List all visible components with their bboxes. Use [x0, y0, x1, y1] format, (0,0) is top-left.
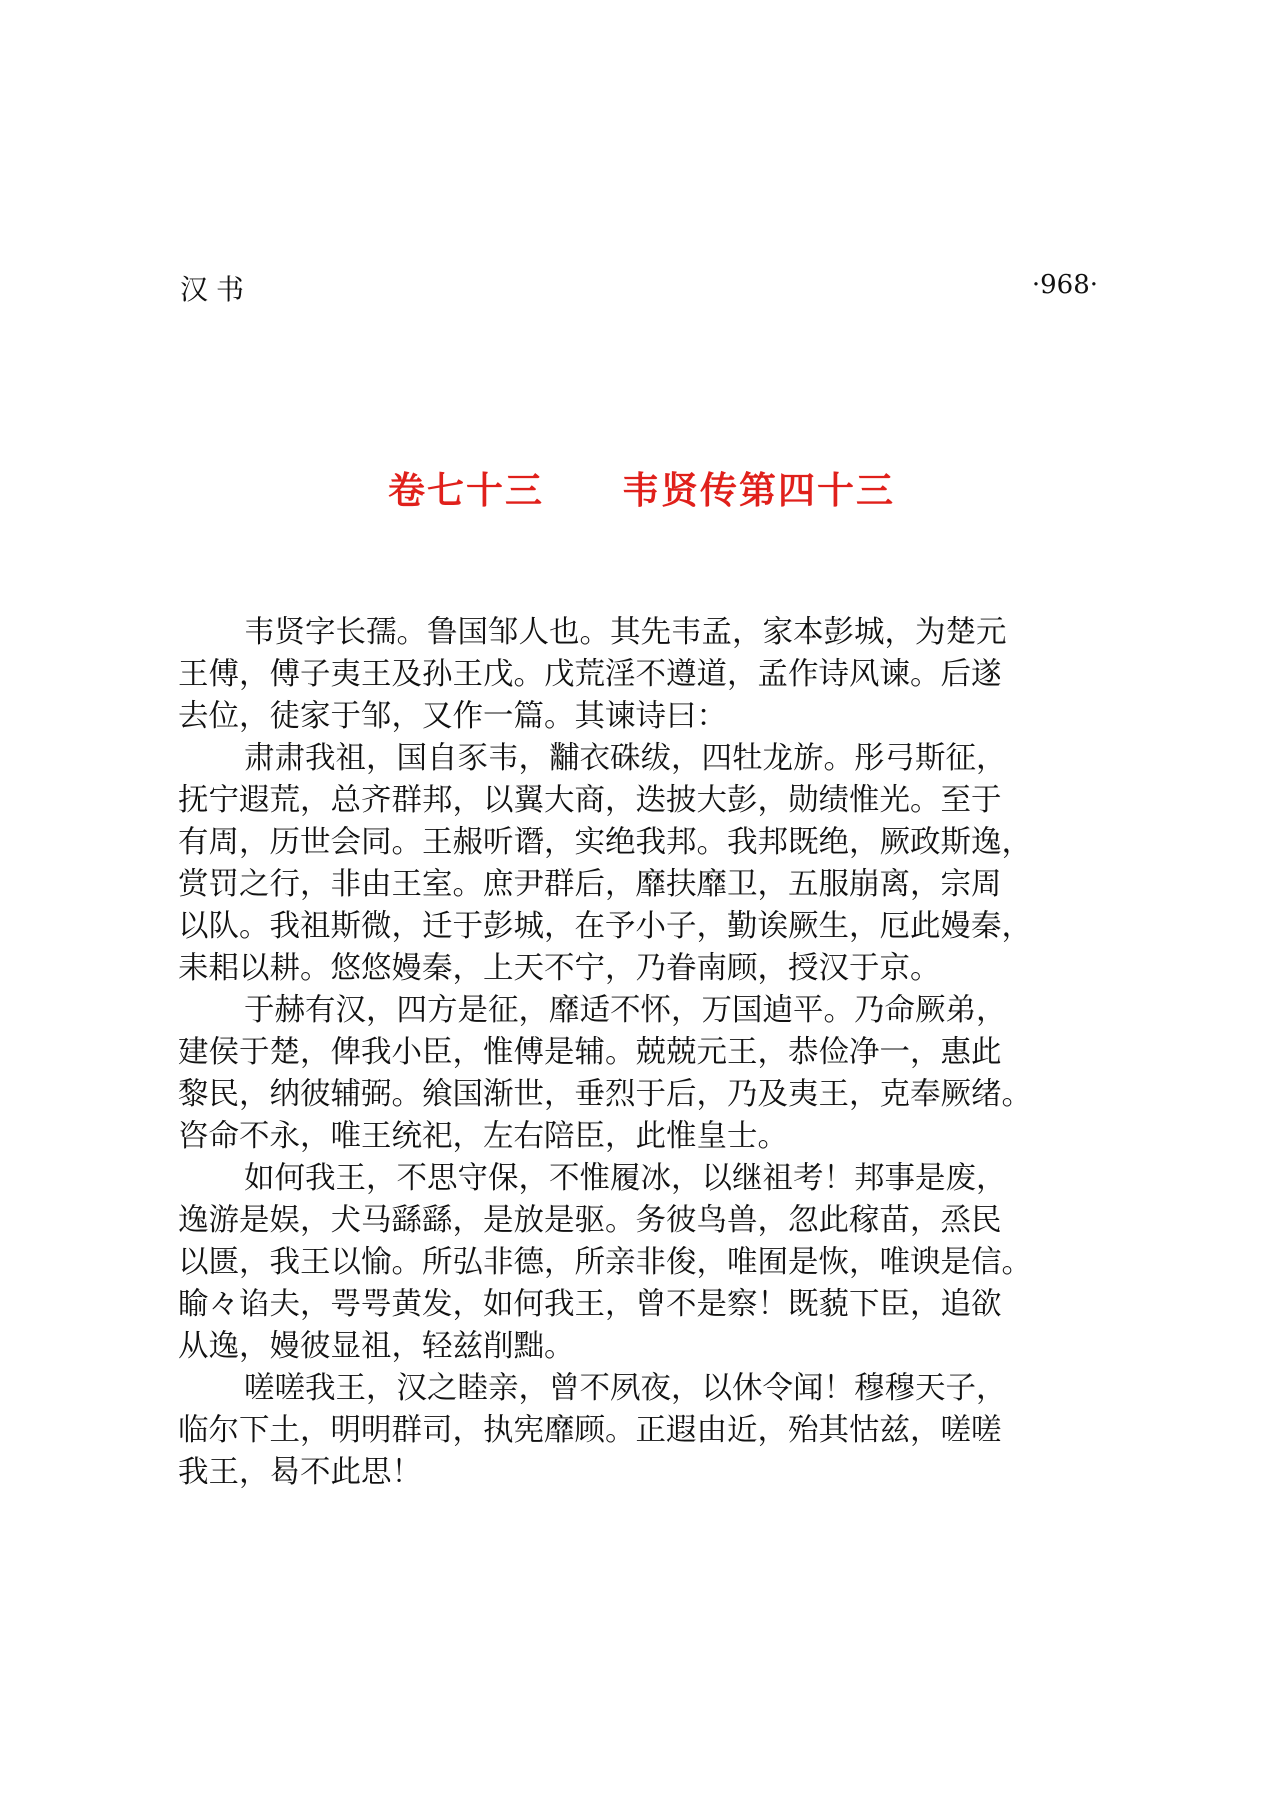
page-number: ·968·: [1031, 270, 1098, 300]
text-line: 咨命不永，唯王统祀，左右陪臣，此惟皇士。: [178, 1119, 788, 1154]
text-line: 嗟嗟我王，汉之睦亲，曾不夙夜，以休令闻！穆穆天子，: [244, 1371, 1007, 1406]
text-line: 临尔下土，明明群司，执宪靡顾。正遐由近，殆其怙兹，嗟嗟: [178, 1413, 1002, 1448]
body-text: [178, 612, 1123, 1494]
text-line: 黎民，纳彼辅弼。飨国渐世，垂烈于后，乃及夷王，克奉厥绪。: [178, 1077, 1032, 1112]
text-line: 我王，曷不此思！: [178, 1455, 422, 1490]
text-line: 逸游是娱，犬马繇繇，是放是驱。务彼鸟兽，忽此稼苗，烝民: [178, 1203, 1002, 1238]
text-line: 抚宁遐荒，总齐群邦，以翼大商，迭披大彭，勋绩惟光。至于: [178, 783, 1002, 818]
text-line: 以队。我祖斯微，迁于彭城，在予小子，勤诶厥生，厄此嫚秦，: [178, 909, 1032, 944]
text-line: 睮々谄夫，咢咢黄发，如何我王，曾不是察！既藐下臣，追欲: [178, 1287, 1002, 1322]
text-line: 如何我王，不思守保，不惟履冰，以继祖考！邦事是废，: [244, 1161, 1007, 1196]
running-header: [180, 268, 1098, 308]
chapter-name: 韦贤传第四十三: [622, 469, 895, 512]
text-line: 有周，历世会同。王赧听谮，实绝我邦。我邦既绝，厥政斯逸，: [178, 825, 1032, 860]
text-line: 赏罚之行，非由王室。庶尹群后，靡扶靡卫，五服崩离，宗周: [178, 867, 1002, 902]
text-line: 以匮，我王以愉。所弘非德，所亲非俊，唯囿是恢，唯谀是信。: [178, 1245, 1032, 1280]
chapter-volume: 卷七十三: [388, 469, 544, 512]
text-line: 建侯于楚，俾我小臣，惟傅是辅。兢兢元王，恭俭净一，惠此: [178, 1035, 1002, 1070]
text-line: 从逸，嫚彼显祖，轻兹削黜。: [178, 1329, 575, 1364]
text-line: 去位，徒家于邹，又作一篇。其谏诗曰：: [178, 699, 727, 734]
text-line: 韦贤字长孺。鲁国邹人也。其先韦孟，家本彭城，为楚元: [244, 615, 1007, 650]
text-line: 于赫有汉，四方是征，靡适不怀，万国逌平。乃命厥弟，: [244, 993, 1007, 1028]
book-title: 汉书: [180, 273, 253, 306]
text-line: 肃肃我祖，国自豕韦，黼衣硃绂，四牡龙旂。彤弓斯征，: [244, 741, 1007, 776]
text-line: 耒耜以耕。悠悠嫚秦，上天不宁，乃眷南顾，授汉于京。: [178, 951, 941, 986]
text-line: 王傅，傅子夷王及孙王戊。戊荒淫不遵道，孟作诗风谏。后遂: [178, 657, 1002, 692]
chapter-title: [0, 460, 1283, 514]
